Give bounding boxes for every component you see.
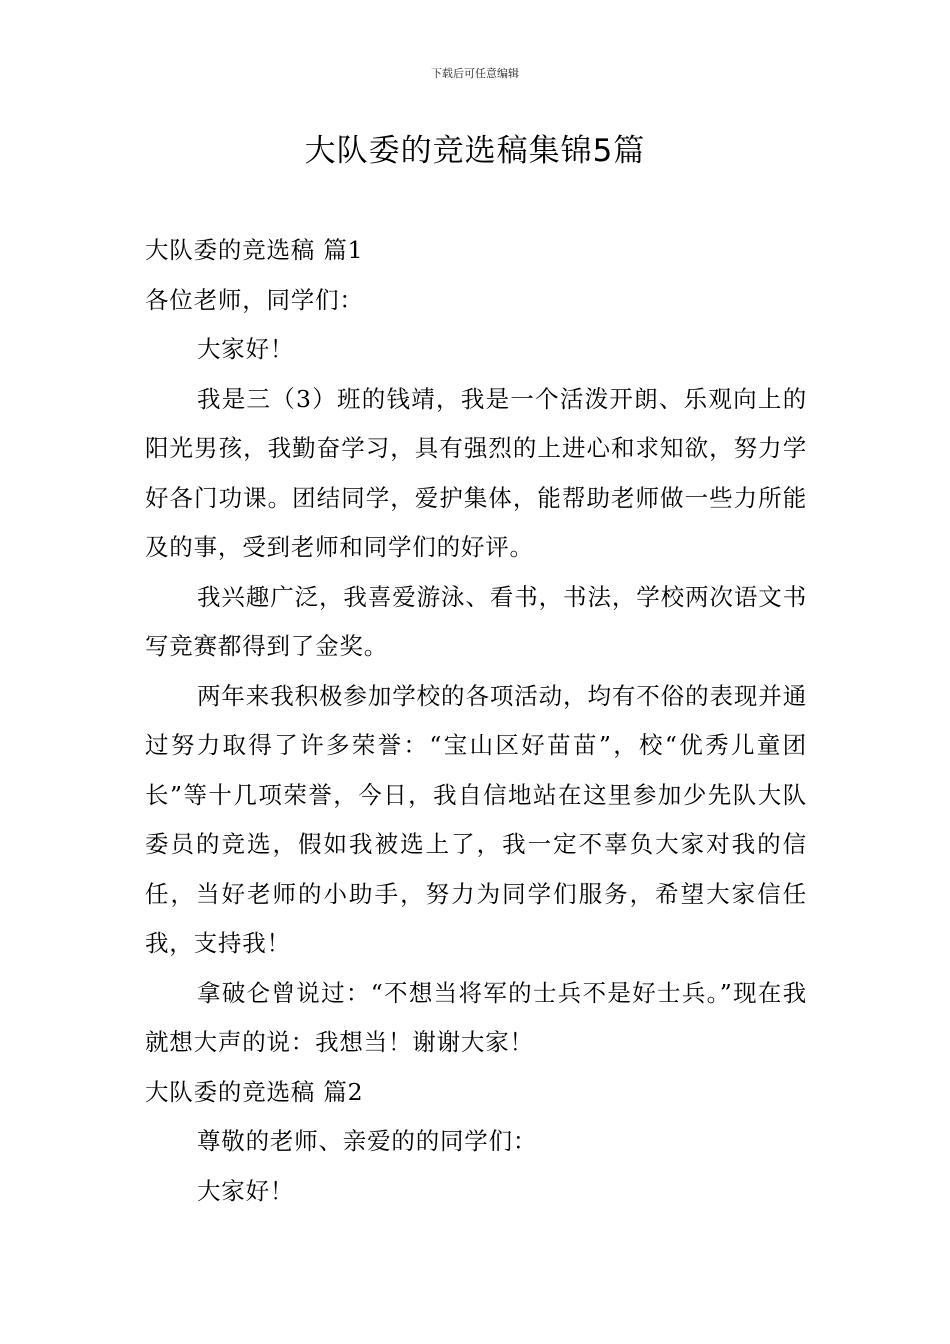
paragraph: 我是三（3）班的钱靖，我是一个活泼开朗、乐观向上的阳光男孩，我勤奋学习，具有强烈的上进心和求知欲，努力学好各门功课。团结同学，爱护集体，能帮助老师做一些力所能及的事，受到老师和同学们的好评。 [145,384,807,561]
section-heading: 大队委的竞选稿 篇1 [145,236,364,264]
paragraph: 两年来我积极参加学校的各项活动，均有不俗的表现并通过努力取得了许多荣誉：“宝山区好苗苗”，校“优秀儿童团长”等十几项荣誉，今日，我自信地站在这里参加少先队大队委员的竞选，假如我被选上了，我一定不辜负大家对我的信任，当好老师的小助手，努力为同学们服务，希望大家信任我，支持我！ [145,681,807,957]
greeting: 各位老师，同学们： [145,285,364,314]
paragraph: 拿破仑曾说过：“不想当将军的士兵不是好士兵。”现在我就想大声的说：我想当！谢谢大家！ [145,978,807,1056]
document-title: 大队委的竞选稿集锦5篇 [304,133,646,169]
section-heading: 大队委的竞选稿 篇2 [145,1077,364,1106]
greeting: 尊敬的老师、亲爱的的同学们： [197,1127,538,1155]
paragraph: 我兴趣广泛，我喜爱游泳、看书，书法，学校两次语文书写竞赛都得到了金奖。 [145,582,807,660]
paragraph: 大家好！ [197,335,295,363]
header-note: 下载后可任意编辑 [431,67,519,80]
document-body [145,226,807,1216]
paragraph: 大家好！ [197,1176,295,1205]
